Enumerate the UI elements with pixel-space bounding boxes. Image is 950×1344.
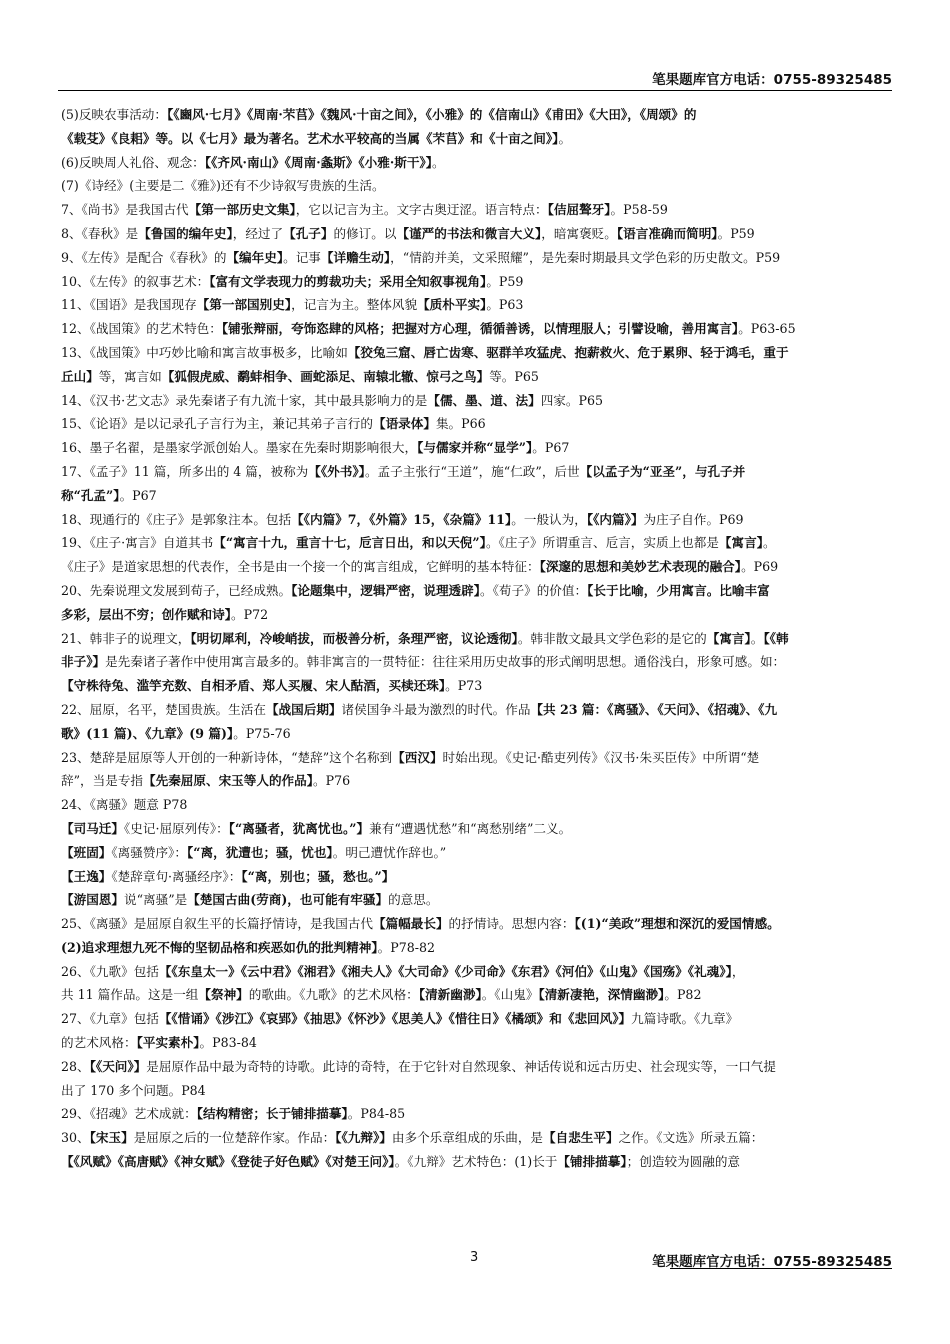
text-segment: 21、韩非子的说理文， (61, 630, 191, 646)
bold-text-segment: 【《天问》】 (89, 1058, 147, 1074)
bold-text-segment: 【守株待兔、滥竽充数、自相矛盾、郑人买履、宋人酤酒，买椟还珠】 (61, 678, 446, 694)
text-segment: 。孟子主张行“王道”，施“仁政”，后世 (364, 463, 580, 479)
bold-text-segment: 【《东皇太一》《云中君》《湘君》《湘夫人》《大司命》《少司命》《东君》《河伯》《山鬼》《国殇》《礼魂》】 (158, 963, 732, 979)
bold-text-segment: 【详赡生动】 (320, 249, 391, 265)
text-segment: 。P63-65 (738, 321, 796, 337)
text-segment: 20、先秦说理文发展到荀子，已经成熟。 (61, 582, 292, 598)
text-line (61, 627, 893, 651)
text-segment: 是屈原作品中最为奇特的诗歌。此诗的奇特，在于它针对自然现象、神话传说和远古历史、社会现实等，一口气提 (146, 1058, 776, 1074)
text-line (61, 151, 893, 175)
text-line (61, 412, 893, 436)
bold-text-segment: 【《韩 (763, 630, 789, 646)
text-segment: 。《九辩》艺术特色：(1)长于 (394, 1154, 558, 1170)
text-segment: 。P78-82 (377, 939, 436, 955)
text-segment: 。P75-76 (233, 725, 291, 741)
text-line (61, 1079, 893, 1103)
text-segment: (6)反映周人礼俗、观念： (61, 154, 205, 170)
text-segment: 。P63 (486, 297, 524, 313)
text-line (61, 246, 893, 270)
text-segment: 辞”，当是专指 (61, 773, 144, 789)
text-segment: 12、《战国策》的艺术特色： (61, 321, 222, 337)
bold-text-segment: 【“离，犹遭也；骚，忧也】 (186, 844, 333, 860)
bold-text-segment: 非子》】 (61, 654, 106, 670)
text-line (61, 389, 893, 413)
bold-text-segment: 【“离骚者，犹离忧也。”】 (228, 820, 370, 836)
bold-text-segment: 【《外书》】 (308, 463, 365, 479)
bold-text-segment: 【清新幽渺】 (418, 987, 482, 1003)
text-segment: 。《山鬼》 (481, 987, 539, 1003)
text-segment: 30、 (61, 1130, 90, 1146)
bold-text-segment: 【宋玉】 (89, 1130, 134, 1146)
text-segment: 时始出现。《史记·酷吏列传》《汉书·朱买臣传》中所谓“楚 (442, 749, 760, 765)
bold-text-segment: 称“孔孟”】 (61, 487, 120, 503)
text-segment: ；创造较为圆融的意 (626, 1154, 740, 1170)
text-segment: 。明己遭忧作辞也。” (332, 844, 447, 860)
text-line (61, 1007, 893, 1031)
bold-text-segment: 《载芟》《良耜》等。以《七月》最为著名。艺术水平较高的当属《芣苢》和《十亩之间》】 (61, 130, 559, 146)
bold-text-segment: 【西汉】 (392, 749, 443, 765)
text-segment: 集。P66 (435, 416, 486, 432)
header-hotline: 笔果题库官方电话：0755-89325485 (652, 72, 892, 88)
text-segment: 8、《春秋》是 (61, 225, 139, 241)
text-line (61, 365, 893, 389)
bold-text-segment: (2)追求理想九死不悔的坚韧品格和疾恶如仇的批判精神】 (61, 939, 378, 955)
text-segment: 。P82 (664, 987, 702, 1003)
bold-text-segment: 【铺张辩丽，夸饰恣肆的风格；把握对方心理，循循善诱，以情理服人；引譬设喻，善用寓言】 (221, 321, 739, 337)
text-line (61, 198, 893, 222)
text-segment: 27、《九章》包括 (61, 1011, 159, 1027)
text-segment: 9、《左传》是配合《春秋》的 (61, 249, 227, 265)
text-segment: ，经过了 (232, 225, 284, 241)
text-segment: 《离骚赞序》： (111, 844, 187, 860)
text-segment: 。P84-85 (347, 1106, 406, 1122)
bold-text-segment: 【祭神】 (198, 987, 249, 1003)
text-segment: 23、楚辞是屈原等人开创的一种新诗体，“楚辞”这个名称到 (61, 749, 393, 765)
text-line (61, 484, 893, 508)
text-segment: 《楚辞章句·离骚经序》： (111, 868, 242, 884)
text-line (61, 341, 893, 365)
text-line (61, 317, 893, 341)
text-line (61, 698, 893, 722)
text-segment: 。P67 (119, 487, 157, 503)
bold-text-segment: 【司马迁】 (61, 820, 124, 836)
text-segment: 《史记·屈原列传》： (123, 820, 229, 836)
text-line (61, 579, 893, 603)
bold-text-segment: 丘山】 (61, 368, 99, 384)
text-line (61, 270, 893, 294)
text-segment: 。P83-84 (199, 1035, 257, 1051)
bold-text-segment: 【(1)“美政”理想和深沉的爱国情感。 (574, 916, 780, 932)
bold-text-segment: 【《豳风·七月》《周南·芣苢》《魏风·十亩之间》，《小雅》的《信南山》《甫田》《大田》，《周颂》的 (167, 107, 697, 122)
text-line (61, 103, 893, 127)
text-segment: 28、 (61, 1058, 90, 1074)
bold-text-segment: 【平实素朴】 (136, 1035, 200, 1051)
text-line (61, 983, 893, 1007)
bold-text-segment: 【王逸】 (61, 868, 112, 884)
footer-hotline: 笔果题库官方电话：0755-89325485 (652, 1254, 892, 1270)
text-segment: 的艺术风格： (61, 1035, 137, 1051)
text-segment: 说“离骚”是 (123, 892, 188, 908)
text-line (61, 888, 893, 912)
bold-text-segment: 【共 23 篇：《离骚》、《天问》、《招魂》、《九 (530, 701, 778, 717)
text-line (61, 1150, 893, 1174)
bold-text-segment: 【游国恩】 (61, 892, 124, 908)
text-segment: 。《庄子》所谓重言、卮言，实质上也都是 (485, 535, 719, 551)
bold-text-segment: 【以孟子为“亚圣”，与孔子并 (579, 463, 746, 479)
text-segment: 兼有“遭遇忧愁”和“离愁别绪”二义。 (369, 820, 572, 836)
text-line (61, 1055, 893, 1079)
bold-text-segment: 【谨严的书法和微言大义】 (396, 225, 542, 241)
bold-text-segment: 【《内篇》7，《外篇》15，《杂篇》11】 (291, 511, 512, 527)
text-segment: 的意思。 (388, 892, 439, 908)
text-segment: 。P67 (532, 440, 570, 456)
bold-text-segment: 【《惜诵》《涉江》《哀郢》《抽思》《怀沙》《思美人》《惜往日》《橘颂》和《悲回风》】 (158, 1011, 632, 1027)
bold-text-segment: 【富有文学表现力的剪裁功夫；采用全知叙事视角】 (209, 273, 487, 289)
text-line (61, 650, 893, 674)
text-segment: 29、《招魂》艺术成就： (61, 1106, 197, 1122)
bold-text-segment: 【质朴平实】 (417, 297, 487, 313)
text-segment: 。P59 (717, 225, 755, 241)
text-segment: 25、《离骚》是屈原自叙生平的长篇抒情诗，是我国古代 (61, 916, 373, 932)
text-segment: 7、《尚书》是我国古代 (61, 202, 189, 218)
text-line (61, 722, 893, 746)
text-segment: 是屈原之后的一位楚辞作家。作品： (133, 1130, 336, 1146)
bold-text-segment: 【第一部历史文集】 (188, 202, 296, 218)
text-segment: 共 11 篇作品。这是一组 (61, 987, 199, 1003)
text-line (61, 793, 893, 817)
bold-text-segment: 【铺排描摹】 (557, 1154, 627, 1170)
text-segment: 。 (558, 130, 572, 146)
bold-text-segment: 多彩，层出不穷；创作赋和诗】 (61, 606, 232, 622)
bold-text-segment: 【先秦屈原、宋玉等人的作品】 (143, 773, 314, 789)
bold-text-segment: 【《风赋》《高唐赋》《神女赋》《登徒子好色赋》《对楚王问》】 (61, 1154, 395, 1170)
text-segment: 等，寓言如 (98, 368, 162, 384)
text-line (61, 127, 893, 151)
text-line (61, 555, 893, 579)
text-line (61, 865, 893, 889)
bold-text-segment: 【孔子】 (283, 225, 334, 241)
text-line (61, 1102, 893, 1126)
text-segment: 26、《九歌》包括 (61, 963, 159, 979)
text-segment: 。P58-59 (610, 202, 668, 218)
bold-text-segment: 【编年史】 (226, 249, 284, 265)
text-line (61, 174, 893, 198)
text-segment: 诸侯国争斗最为激烈的时代。作品 (341, 701, 531, 717)
text-segment: 九篇诗歌。《九章》 (631, 1011, 739, 1027)
bold-text-segment: 【“离，别也；骚，愁也。”】 (241, 868, 395, 884)
bold-text-segment: 【《内篇》】 (586, 511, 644, 527)
text-segment: 是先秦诸子著作中使用寓言最多的。韩非寓言的一贯特征：往往采用历史故事的形式阐明思想。通俗浅白，形象可感。如： (105, 654, 786, 670)
text-line (61, 936, 893, 960)
text-line (61, 817, 893, 841)
bold-text-segment: 【深邃的思想和美妙艺术表现的融合】 (539, 559, 742, 575)
bold-text-segment: 【结构精密；长于铺排描摹】 (196, 1106, 348, 1122)
text-segment: 24、《离骚》题意 P78 (61, 797, 188, 813)
text-segment: 为庄子自作。P69 (643, 511, 744, 527)
text-segment: 。P72 (231, 606, 269, 622)
text-segment: 的抒情诗。思想内容： (448, 916, 575, 932)
text-line (61, 1126, 893, 1150)
bold-text-segment: 【与儒家并称“显学”】 (417, 440, 533, 456)
bold-text-segment: 【“寓言十九，重言十七，卮言日出，和以天倪”】 (213, 535, 486, 551)
bold-text-segment: 【自悲生平】 (543, 1130, 619, 1146)
text-segment: 由多个乐章组成的乐曲，是 (391, 1130, 543, 1146)
bold-text-segment: 【儒、墨、道、法】 (427, 392, 541, 408)
text-line (61, 460, 893, 484)
text-line (61, 293, 893, 317)
bold-text-segment: 歌》(11 篇)、《九章》(9 篇)】 (61, 725, 234, 741)
bold-text-segment: 【楚国古曲(劳商)，也可能有牢骚】 (187, 892, 389, 908)
bold-text-segment: 【清新凄艳，深情幽渺】 (538, 987, 665, 1003)
text-segment: ，记言为主。整体风貌 (291, 297, 418, 313)
page-number: 3 (470, 1250, 479, 1265)
text-segment: (7)《诗经》(主要是二《雅》)还有不少诗叙写贵族的生活。 (61, 178, 385, 194)
text-line (61, 508, 893, 532)
text-segment: 出了 170 多个问题。P84 (61, 1082, 206, 1098)
document-body (61, 103, 893, 1174)
text-segment: 。韩非散文最具文学色彩的是它的 (517, 630, 707, 646)
text-line (61, 746, 893, 770)
bold-text-segment: 【长于比喻，少用寓言。比喻丰富 (587, 582, 770, 598)
text-segment: 。 (763, 535, 776, 551)
text-segment: 15、《论语》是以记录孔子言行为主，兼记其弟子言行的 (61, 416, 373, 432)
bold-text-segment: 【第一部国别史】 (196, 297, 292, 313)
text-line (61, 960, 893, 984)
bold-text-segment: 【佶屈聱牙】 (547, 202, 611, 218)
text-line (61, 674, 893, 698)
text-segment: 10、《左传》的叙事艺术： (61, 273, 210, 289)
text-segment: ，它以记言为主。文字古奥迂涩。语言特点： (295, 202, 548, 218)
footer-underline (670, 1268, 892, 1269)
text-segment: 的歌曲。《九歌》的艺术风格： (248, 987, 419, 1003)
text-segment: 。P69 (741, 559, 779, 575)
text-line (61, 222, 893, 246)
bold-text-segment: 【寓言】 (706, 630, 751, 646)
text-segment: 14、《汉书·艺文志》录先秦诸子有九流十家，其中最具影响力的是 (61, 392, 428, 408)
text-segment: ，“情韵并美，文采照耀”，是先秦时期最具文学色彩的历史散文。P59 (390, 249, 781, 265)
text-segment: 。P76 (313, 773, 351, 789)
text-line (61, 912, 893, 936)
bold-text-segment: 【语言准确而简明】 (616, 225, 718, 241)
bold-text-segment: 【狐假虎威、鹬蚌相争、画蛇添足、南辕北辙、惊弓之鸟】 (161, 368, 490, 384)
bold-text-segment: 【论题集中，逻辑严密，说理透辟】 (291, 582, 481, 598)
text-segment: 22、屈原，名平，楚国贵族。生活在 (61, 701, 266, 717)
text-line (61, 769, 893, 793)
text-segment: 19、《庄子·寓言》自道其书 (61, 535, 214, 551)
text-segment: 的修订。以 (333, 225, 397, 241)
bold-text-segment: 【《齐风·南山》《周南·螽斯》《小雅·斯干》】 (204, 154, 433, 170)
text-segment: ， (731, 963, 745, 979)
bold-text-segment: 【班固】 (61, 844, 112, 860)
bold-text-segment: 【语录体】 (372, 416, 436, 432)
bold-text-segment: 【明切犀利，冷峻峭拔，而极善分析，条理严密，议论透彻】 (190, 630, 518, 646)
text-segment: 17、《孟子》11 篇，所多出的 4 篇，被称为 (61, 463, 309, 479)
text-line (61, 1031, 893, 1055)
text-line (61, 531, 893, 555)
text-segment: 。P73 (445, 678, 483, 694)
text-segment: 《庄子》是道家思想的代表作，全书是由一个接一个的寓言组成，它鲜明的基本特征： (61, 559, 540, 575)
bold-text-segment: 【战国后期】 (265, 701, 342, 717)
text-segment: 11、《国语》是我国现存 (61, 297, 197, 313)
text-segment: 。 (432, 154, 445, 170)
bold-text-segment: 【篇幅最长】 (372, 916, 449, 932)
text-segment: 等。P65 (489, 368, 539, 384)
text-segment: 。《荀子》的价值： (480, 582, 588, 598)
text-segment: 四家。P65 (540, 392, 603, 408)
text-segment: 13、《战国策》中巧妙比喻和寓言故事极多，比喻如 (61, 344, 348, 360)
text-line (61, 841, 893, 865)
text-segment: 。 (750, 630, 764, 646)
text-segment: 之作。《文选》所录五篇： (618, 1130, 764, 1146)
header-rule (58, 90, 892, 91)
bold-text-segment: 【《九辩》】 (335, 1130, 392, 1146)
text-segment: 。P59 (486, 273, 524, 289)
bold-text-segment: 【狡兔三窟、唇亡齿寒、驱群羊攻猛虎、抱薪救火、危于累卵、轻于鸿毛，重于 (347, 344, 789, 360)
text-segment: 。记事 (283, 249, 321, 265)
bold-text-segment: 【鲁国的编年史】 (138, 225, 233, 241)
text-segment: (5)反映农事活动： (61, 107, 167, 122)
text-line (61, 436, 893, 460)
text-line (61, 603, 893, 627)
text-segment: 。一般认为， (511, 511, 587, 527)
text-segment: ，暗寓褒贬。 (541, 225, 617, 241)
text-segment: 16、墨子名翟，是墨家学派创始人。墨家在先秦时期影响很大， (61, 440, 418, 456)
text-segment: 18、现通行的《庄子》是郭象注本。包括 (61, 511, 292, 527)
bold-text-segment: 【寓言】 (718, 535, 763, 551)
